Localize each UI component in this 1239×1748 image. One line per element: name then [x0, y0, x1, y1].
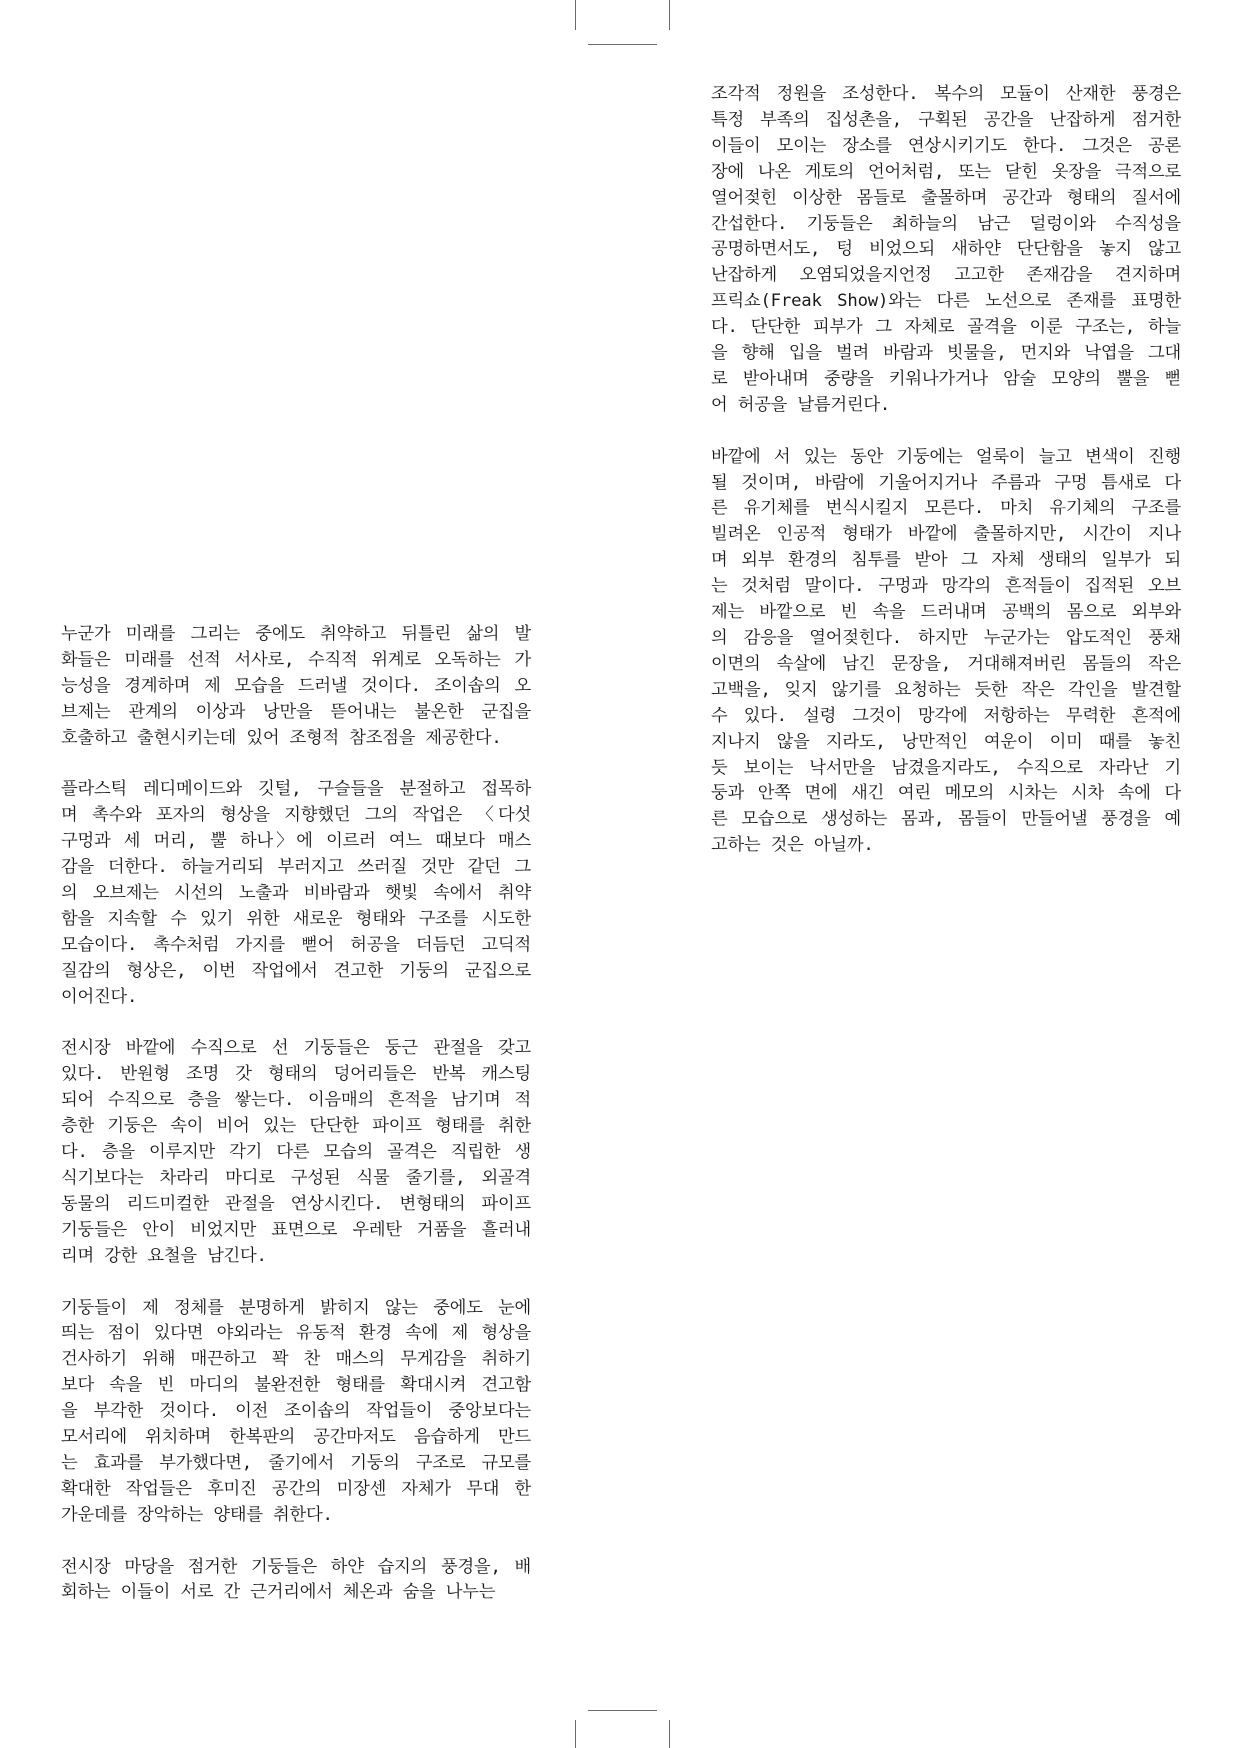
fold-mark-top	[588, 44, 657, 45]
text-line: 함을 지속할 수 있기 위한 새로운 형태와 구조를 시도한	[61, 908, 531, 929]
text-line: 며 촉수와 포자의 형상을 지향했던 그의 작업은 〈다섯	[61, 805, 531, 826]
text-line: 을 부각한 것이다. 이전 조이솝의 작업들이 중앙보다는	[61, 1401, 531, 1422]
text-line: 의 오브제는 시선의 노출과 비바람과 햇빛 속에서 취약	[61, 883, 531, 904]
text-line: 의 감응을 열어젖힌다. 하지만 누군가는 압도적인 풍채	[711, 628, 1181, 649]
text-line: 고백을, 잊지 않기를 요청하는 듯한 작은 각인을 발견할	[711, 679, 1181, 700]
paragraph	[61, 1036, 531, 1269]
crop-mark-top-left	[575, 0, 576, 30]
text-line: 프릭쇼(Freak Show)와는 다른 노선으로 존재를 표명한	[711, 291, 1181, 312]
paragraph	[61, 777, 531, 1010]
text-line: 모서리에 위치하며 한복판의 공간마저도 음습하게 만드	[61, 1427, 531, 1448]
text-line: 동물의 리드미컬한 관절을 연상시킨다. 변형태의 파이프	[61, 1193, 531, 1214]
text-line: 있다. 반원형 조명 갓 형태의 덩어리들은 반복 캐스팅	[61, 1064, 531, 1085]
text-line: 감을 더한다. 하늘거리되 부러지고 쓰러질 것만 같던 그	[61, 857, 531, 878]
text-line: 을 향해 입을 벌려 바람과 빗물을, 먼지와 낙엽을 그대	[711, 343, 1181, 364]
text-line: 확대한 작업들은 후미진 공간의 미장센 자체가 무대 한	[61, 1478, 531, 1499]
text-line: 제는 바깥으로 빈 속을 드러내며 공백의 몸으로 외부와	[711, 602, 1181, 623]
text-line: 바깥에 서 있는 동안 기둥에는 얼룩이 늘고 변색이 진행	[711, 446, 1181, 467]
text-line: 기둥들은 안이 비었지만 표면으로 우레탄 거품을 흘러내	[61, 1219, 531, 1240]
text-line: 특정 부족의 집성촌을, 구획된 공간을 난잡하게 점거한	[711, 109, 1181, 130]
text-line: 누군가 미래를 그리는 중에도 취약하고 뒤틀린 삶의 발	[61, 624, 531, 644]
text-line: 띄는 점이 있다면 야외라는 유동적 환경 속에 제 형상을	[61, 1323, 531, 1344]
text-line: 공명하면서도, 텅 비었으되 새하얀 단단함을 놓지 않고	[711, 239, 1181, 260]
text-line: 조각적 정원을 조성한다. 복수의 모듈이 산재한 풍경은	[711, 84, 1181, 104]
text-line: 른 모습으로 생성하는 몸과, 몸들이 만들어낼 풍경을 예	[711, 809, 1181, 830]
text-line: 는 것처럼 말이다. 구멍과 망각의 흔적들이 집적된 오브	[711, 576, 1181, 597]
text-line: 될 것이며, 바람에 기울어지거나 주름과 구멍 틈새로 다	[711, 472, 1181, 493]
text-line: 간섭한다. 기둥들은 최하늘의 남근 덜렁이와 수직성을	[711, 213, 1181, 234]
text-line: 고하는 것은 아닐까.	[711, 835, 874, 856]
text-line: 리며 강한 요철을 남긴다.	[61, 1245, 267, 1266]
text-line: 는 효과를 부가했다면, 줄기에서 기둥의 구조로 규모를	[61, 1452, 531, 1473]
text-line: 질감의 형상은, 이번 작업에서 견고한 기둥의 군집으로	[61, 960, 531, 981]
text-line: 가운데를 장악하는 양태를 취한다.	[61, 1504, 333, 1525]
paragraph	[711, 82, 1181, 419]
text-line: 며 외부 환경의 침투를 받아 그 자체 생태의 일부가 되	[711, 550, 1181, 571]
text-line: 장에 나온 게토의 언어처럼, 또는 닫힌 옷장을 극적으로	[711, 161, 1181, 182]
text-line: 지나지 않을 지라도, 낭만적인 여운이 이미 때를 놓친	[711, 731, 1181, 752]
text-line: 능성을 경계하며 제 모습을 드러낼 것이다. 조이솝의 오	[61, 675, 531, 696]
paragraph	[61, 1296, 531, 1529]
text-line: 구멍과 세 머리, 뿔 하나〉에 이르러 여느 때보다 매스	[61, 831, 531, 852]
text-line: 기둥들이 제 정체를 분명하게 밝히지 않는 중에도 눈에	[61, 1297, 531, 1318]
paragraph	[61, 622, 531, 752]
fold-mark-bottom	[588, 1710, 657, 1711]
text-line: 화들은 미래를 선적 서사로, 수직적 위계로 오독하는 가	[61, 649, 531, 670]
left-text-column	[61, 622, 531, 1632]
text-line: 전시장 마당을 점거한 기둥들은 하얀 습지의 풍경을, 배	[61, 1556, 531, 1577]
text-line: 듯 보이는 낙서만을 남겼을지라도, 수직으로 자라난 기	[711, 757, 1181, 778]
text-line: 층한 기둥은 속이 비어 있는 단단한 파이프 형태를 취한	[61, 1116, 531, 1137]
text-line: 어 허공을 날름거린다.	[711, 394, 891, 415]
text-line: 다. 층을 이루지만 각기 다른 모습의 골격은 직립한 생	[61, 1142, 531, 1163]
text-line: 건사하기 위해 매끈하고 꽉 찬 매스의 무게감을 취하기	[61, 1349, 531, 1370]
crop-mark-top-right	[669, 0, 670, 30]
text-line: 둥과 안쪽 면에 새긴 여린 메모의 시차는 시차 속에 다	[711, 783, 1181, 804]
text-line: 빌려온 인공적 형태가 바깥에 출몰하지만, 시간이 지나	[711, 524, 1181, 545]
text-line: 보다 속을 빈 마디의 불완전한 형태를 확대시켜 견고함	[61, 1375, 531, 1396]
text-line: 되어 수직으로 층을 쌓는다. 이음매의 흔적을 남기며 적	[61, 1090, 531, 1111]
text-line: 로 받아내며 중량을 키워나가거나 암술 모양의 뿔을 뻗	[711, 368, 1181, 389]
text-line: 브제는 관계의 이상과 낭만을 뜯어내는 불온한 군집을	[61, 701, 531, 722]
text-line: 른 유기체를 번식시킬지 모른다. 마치 유기체의 구조를	[711, 498, 1181, 519]
right-text-column	[711, 82, 1181, 885]
text-line: 이들이 모이는 장소를 연상시키기도 한다. 그것은 공론	[711, 135, 1181, 156]
text-line: 회하는 이들이 서로 간 근거리에서 체온과 숨을 나누는	[61, 1582, 496, 1603]
text-line: 전시장 바깥에 수직으로 선 기둥들은 둥근 관절을 갖고	[61, 1038, 531, 1059]
text-line: 다. 단단한 피부가 그 자체로 골격을 이룬 구조는, 하늘	[711, 317, 1181, 338]
crop-mark-bottom-left	[575, 1720, 576, 1748]
text-line: 열어젖힌 이상한 몸들로 출몰하며 공간과 형태의 질서에	[711, 187, 1181, 208]
paragraph	[61, 1555, 531, 1607]
paragraph	[711, 445, 1181, 860]
text-line: 수 있다. 설령 그것이 망각에 저항하는 무력한 흔적에	[711, 705, 1181, 726]
text-line: 이어진다.	[61, 986, 138, 1007]
text-line: 모습이다. 촉수처럼 가지를 뻗어 허공을 더듬던 고딕적	[61, 934, 531, 955]
text-line: 식기보다는 차라리 마디로 구성된 식물 줄기를, 외골격	[61, 1168, 531, 1188]
text-line: 난잡하게 오염되었을지언정 고고한 존재감을 견지하며	[711, 265, 1181, 286]
text-line: 이면의 속살에 남긴 문장을, 거대해져버린 몸들의 작은	[711, 653, 1181, 674]
text-line: 호출하고 출현시키는데 있어 조형적 참조점을 제공한다.	[61, 727, 502, 748]
crop-mark-bottom-right	[669, 1720, 670, 1748]
text-line: 플라스틱 레디메이드와 깃털, 구슬들을 분절하고 접목하	[61, 779, 531, 800]
